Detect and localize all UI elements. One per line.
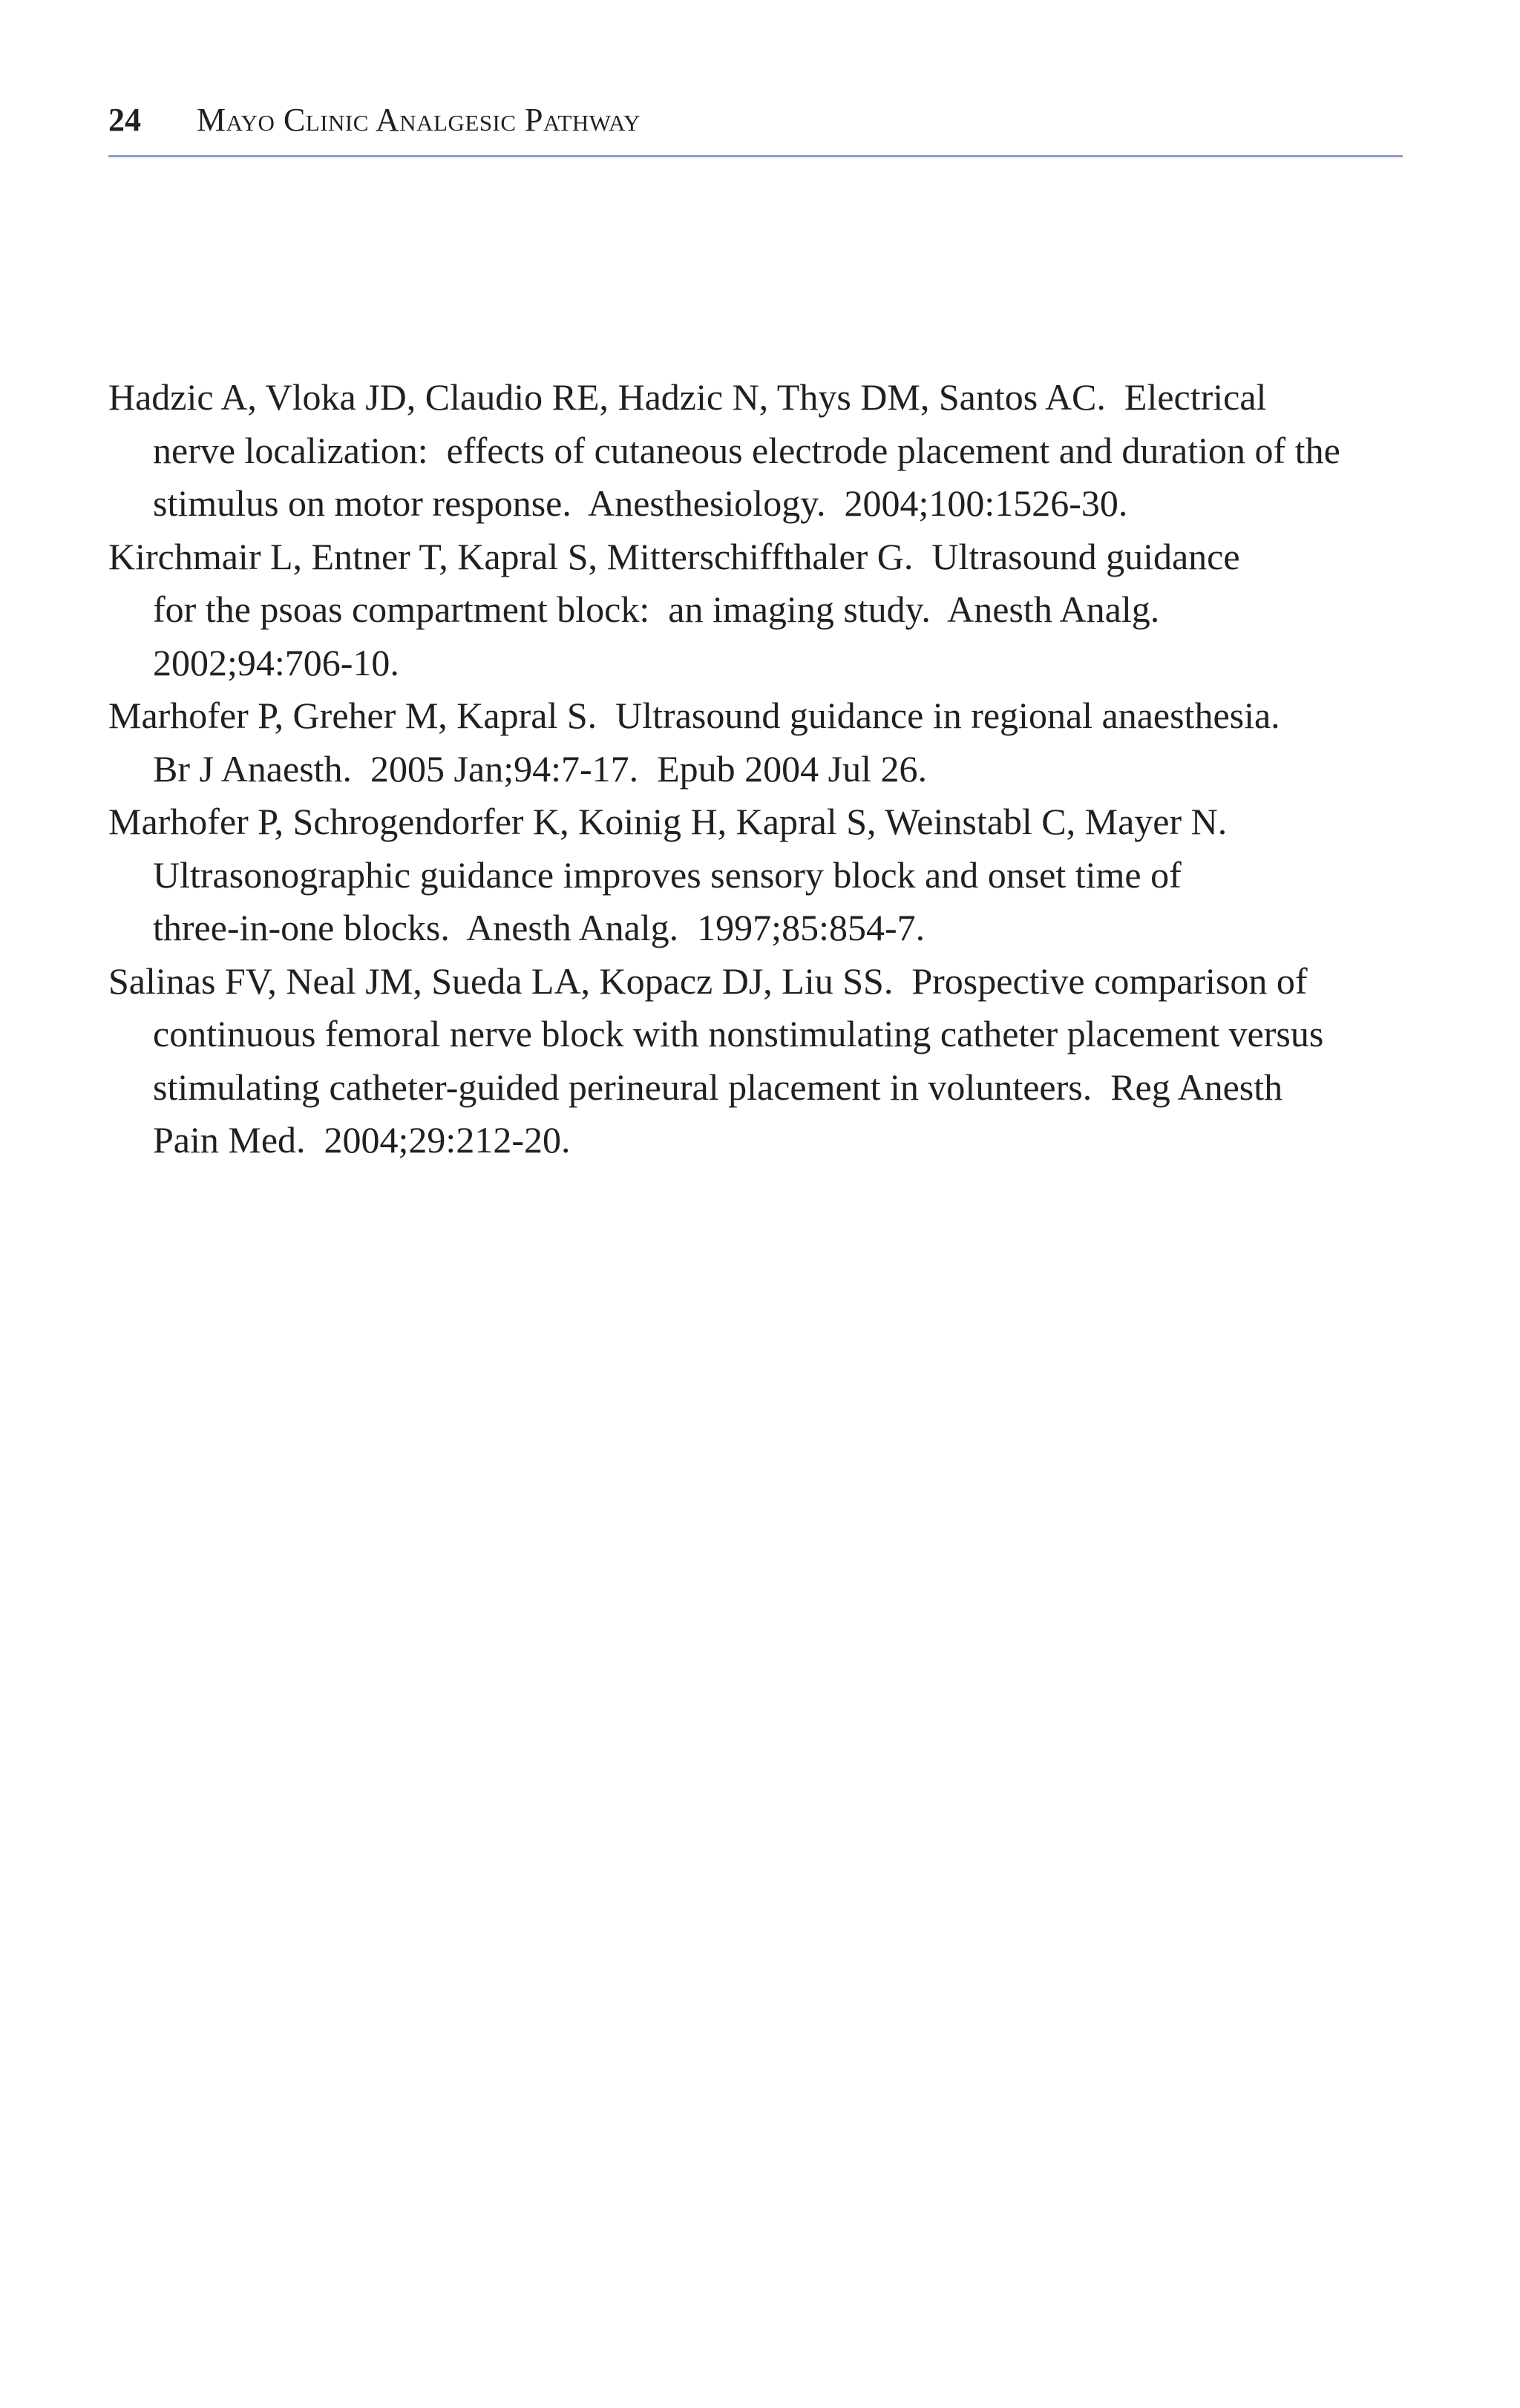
reference-item: Kirchmair L, Entner T, Kapral S, Mitterschiffthaler G. Ultrasound guidance for the psoas compartment block: an imaging study. Anesth Analg. 2002;94:706-10. [108,535,1240,683]
header-title: Mayo Clinic Analgesic Pathway [197,102,641,138]
running-header [108,98,1403,157]
page-number: 24 [108,102,141,138]
reference-item: Salinas FV, Neal JM, Sueda LA, Kopacz DJ, Liu SS. Prospective comparison of continuous femoral nerve block with nonstimulating catheter placement versus stimulating catheter-guided perineural placement in volunteers. Reg Anesth Pain Med. 2004;29:212-20. [108,959,1324,1161]
reference-item: Marhofer P, Greher M, Kapral S. Ultrasound guidance in regional anaesthesia. Br J Anaesth. 2005 Jan;94:7-17. Epub 2004 Jul 26. [108,695,1280,790]
reference-item: Marhofer P, Schrogendorfer K, Koinig H, Kapral S, Weinstabl C, Mayer N. Ultrasonographic guidance improves sensory block and onset time of three-in-one blocks. Anesth Analg. 1997;85:854-7. [108,801,1228,948]
reference-item: Hadzic A, Vloka JD, Claudio RE, Hadzic N, Thys DM, Santos AC. Electrical nerve localization: effects of cutaneous electrode placement and duration of the stimulus on motor response. Anesthesiology. 2004;100:1526-30. [108,376,1340,524]
reference-list [108,371,1415,1167]
